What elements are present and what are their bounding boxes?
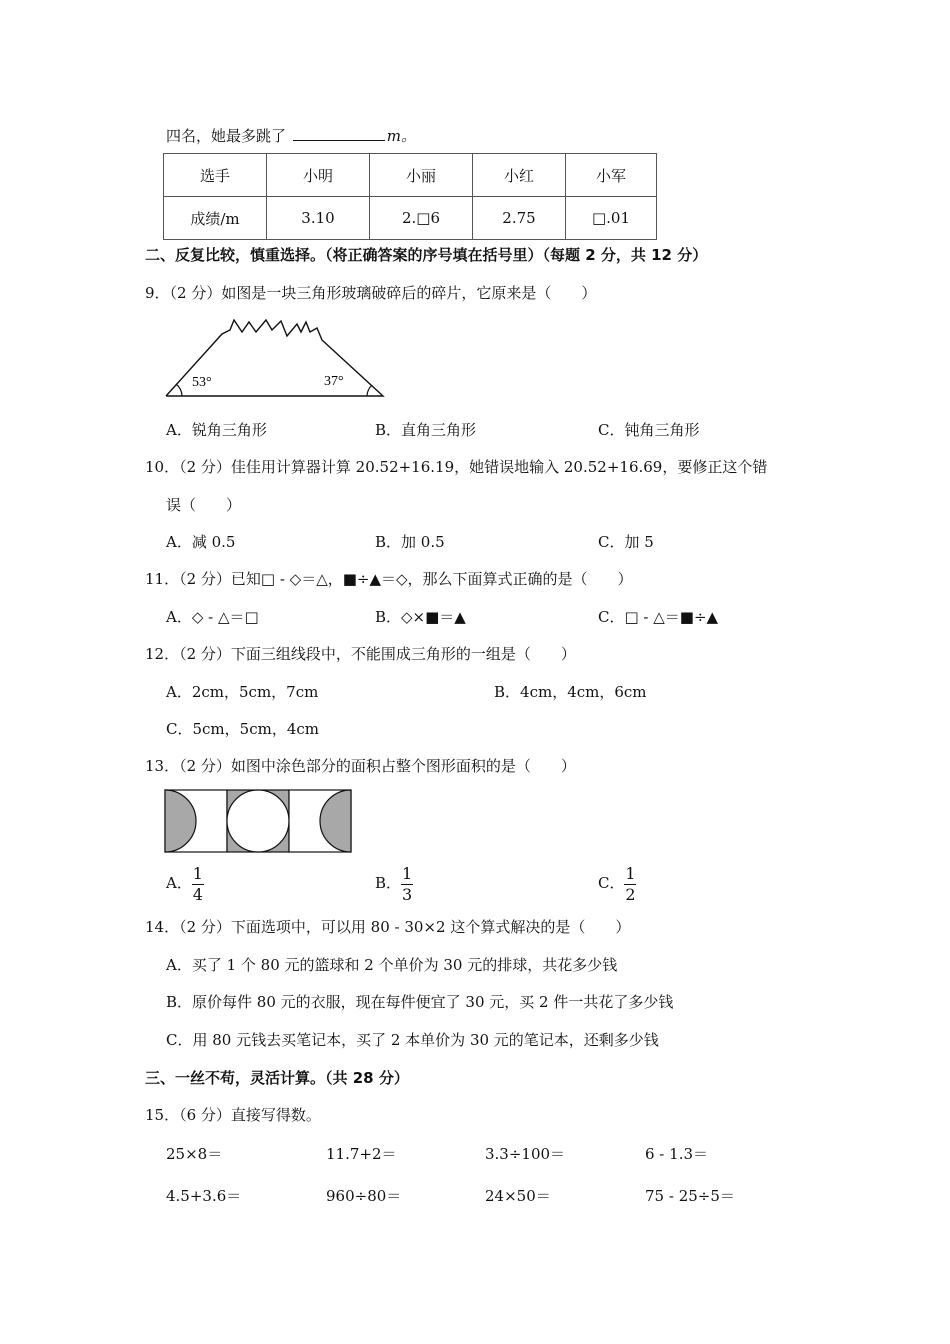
table-cell: 小丽 [370,154,473,197]
circle-middle [227,790,289,852]
q12-option-a[interactable]: A．2cm，5cm，7cm [166,683,319,701]
denominator: 4 [192,884,203,904]
q9-option-b[interactable]: B．直角三角形 [375,421,477,439]
q15-stem: 15．（6 分）直接写得数。 [145,1106,321,1124]
denominator: 3 [401,884,413,904]
numerator: 1 [625,863,636,883]
q9-option-c[interactable]: C．钝角三角形 [598,421,700,439]
table-cell: 3.10 [267,197,370,240]
q14-stem: 14．（2 分）下面选项中，可以用 80 - 30×2 这个算式解决的是（ ） [145,918,631,936]
score-table [163,153,657,240]
q11-option-a[interactable]: A．◇ - △＝□ [166,608,259,626]
angle-arc-right [367,385,372,396]
q10-option-c[interactable]: C．加 5 [598,533,654,551]
table-row [164,197,657,240]
fraction [401,865,413,904]
option-prefix: A． [166,874,192,892]
table-cell: 2.75 [473,197,566,240]
option-prefix: B． [375,874,402,892]
answer-blank[interactable] [293,126,385,141]
fraction [624,865,636,904]
q11-option-b[interactable]: B．◇×■＝▲ [375,608,466,626]
table-cell: □.01 [566,197,657,240]
angle-arc-left [176,384,182,396]
q14-option-c[interactable]: C．用 80 元钱去买笔记本，买了 2 本单价为 30 元的笔记本，还剩多少钱 [166,1031,659,1049]
shaded-area-figure [164,789,354,855]
q10-option-a[interactable]: A．减 0.5 [166,533,236,551]
q11-option-c[interactable]: C．□ - △＝■÷▲ [598,608,719,626]
fraction [192,865,204,904]
calc-item: 4.5+3.6＝ [166,1187,242,1205]
table-cell: 成绩/m [164,197,267,240]
table-cell: 小明 [267,154,370,197]
q9-option-a[interactable]: A．锐角三角形 [166,421,267,439]
calc-item: 960÷80＝ [326,1187,402,1205]
table-cell: 小军 [566,154,657,197]
calc-item: 11.7+2＝ [326,1145,397,1163]
angle-label-right: 37° [324,374,344,389]
table-cell: 2.□6 [370,197,473,240]
q10-option-b[interactable]: B．加 0.5 [375,533,445,551]
q12-stem: 12．（2 分）下面三组线段中，不能围成三角形的一组是（ ） [145,645,576,663]
q12-option-c[interactable]: C．5cm，5cm，4cm [166,720,319,738]
numerator: 1 [401,863,413,883]
numerator: 1 [192,863,203,883]
q9-stem: 9．（2 分）如图是一块三角形玻璃破碎后的碎片，它原来是（ ） [145,284,597,302]
intro-text: 四名，她最多跳了 [166,127,287,145]
q14-option-b[interactable]: B．原价每件 80 元的衣服，现在每件便宜了 30 元，买 2 件一共花了多少钱 [166,993,674,1011]
angle-label-left: 53° [192,375,212,390]
q12-option-b[interactable]: B．4cm，4cm，6cm [494,683,647,701]
calc-item: 25×8＝ [166,1145,223,1163]
q10-stem-line2: 误（ ） [166,496,242,514]
q13-option-b[interactable] [375,862,413,904]
table-row [164,154,657,197]
section-3-title: 三、一丝不苟，灵活计算。（共 28 分） [145,1069,409,1087]
denominator: 2 [625,884,636,904]
calc-item: 3.3÷100＝ [485,1145,566,1163]
intro-unit: m。 [386,127,417,145]
table-cell: 选手 [164,154,267,197]
calc-item: 24×50＝ [485,1187,551,1205]
q13-option-c[interactable] [598,862,636,904]
option-prefix: C． [598,874,625,892]
q11-stem: 11．（2 分）已知□ - ◇＝△，■÷▲＝◇，那么下面算式正确的是（ ） [145,570,633,588]
q10-stem-line1: 10．（2 分）佳佳用计算器计算 20.52+16.19，她错误地输入 20.52+16.69，要修正这个错 [145,458,768,476]
q14-option-a[interactable]: A．买了 1 个 80 元的篮球和 2 个单价为 30 元的排球，共花多少钱 [166,956,618,974]
broken-triangle-figure [160,318,390,402]
q13-stem: 13．（2 分）如图中涂色部分的面积占整个图形面积的是（ ） [145,757,576,775]
q13-option-a[interactable] [166,862,204,904]
section-2-title: 二、反复比较，慎重选择。（将正确答案的序号填在括号里）（每题 2 分，共 12 分） [145,246,708,264]
table-cell: 小红 [473,154,566,197]
calc-item: 6 - 1.3＝ [645,1145,709,1163]
intro-line [166,126,416,146]
calc-item: 75 - 25÷5＝ [645,1187,735,1205]
